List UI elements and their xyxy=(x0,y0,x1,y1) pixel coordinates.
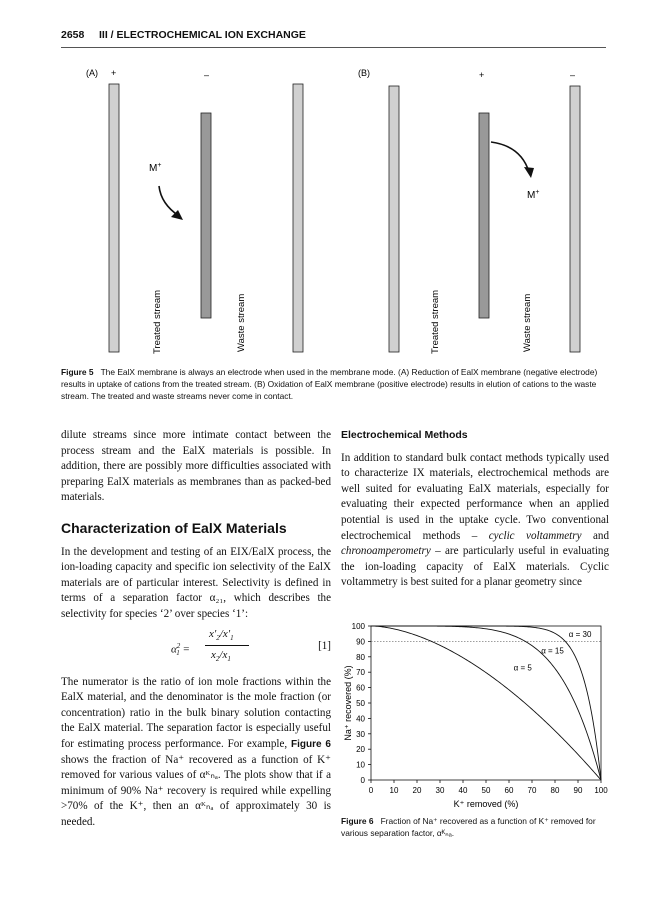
x-tick-label: 0 xyxy=(368,786,374,795)
equation-denominator: $x_2/x_1$ xyxy=(211,648,231,663)
panel-b-arrow xyxy=(491,142,529,172)
figure-5-caption-label: Figure 5 xyxy=(61,367,94,377)
x-tick-label: 90 xyxy=(573,786,583,795)
x-tick-label: 100 xyxy=(594,786,608,795)
y-tick-label: 30 xyxy=(356,729,365,739)
x-tick-label: 70 xyxy=(527,786,537,795)
subsection-heading: Electrochemical Methods xyxy=(341,429,468,441)
plot-frame xyxy=(371,626,601,780)
panel-b-ion-label: M+ xyxy=(527,189,540,201)
y-tick-label: 80 xyxy=(356,652,365,662)
left-para-1: dilute streams since more intimate contact between the process stream and the EalX materials is possible. In addition, there are possibly more difficulties associated with preparing EalX materials as membranes than as packed-bed materials. xyxy=(61,429,331,504)
y-tick-label: 70 xyxy=(356,668,365,678)
panel-b-membrane xyxy=(479,113,489,318)
left-para-3: The numerator is the ratio of ion mole fractions within the EalX material, and the denominator is the mole fraction (or concentration) ratio in the bulk binary solution contacting the EalX material. The separation factor is especially useful for estimating process performance. For example, Figure 6 shows the fraction of Na⁺ recovered as a function of K⁺ removed for various values of αᴷₙₐ. The plots show that if a minimum of 90% Na⁺ recovery is required while expelling >70% of the K⁺, then an αᴷₙₐ of approximately 30 is needed. xyxy=(61,675,331,828)
panel-a-arrow xyxy=(159,186,179,216)
panel-b-left-electrode xyxy=(389,86,399,352)
panel-b-label: (B) xyxy=(358,68,370,78)
series-label-alpha-15: α = 15 xyxy=(541,646,564,656)
panel-b-treated-stream: Treated stream xyxy=(430,289,441,354)
y-tick-label: 100 xyxy=(351,622,365,631)
panel-a-label: (A) xyxy=(86,68,98,78)
chart-marks xyxy=(371,626,601,780)
right-column xyxy=(341,428,609,591)
equation-numerator: $x'_2/x'_1$ xyxy=(209,627,234,642)
running-title: III / ELECTROCHEMICAL ION EXCHANGE xyxy=(99,29,306,41)
equation-lhs: $\alpha^2_1$ = xyxy=(171,641,190,658)
x-tick-label: 20 xyxy=(412,786,422,795)
series-label-alpha-30: α = 30 xyxy=(568,629,592,639)
y-tick-label: 60 xyxy=(356,683,365,693)
series-label-alpha-5: α = 5 xyxy=(513,663,532,673)
equation-fraction-bar xyxy=(205,645,249,646)
figure-6-caption xyxy=(341,815,609,839)
y-tick-label: 50 xyxy=(356,699,365,708)
panel-a-treated-stream: Treated stream xyxy=(152,289,163,354)
figure-5-caption-text: The EalX membrane is always an electrode when used in the membrane mode. (A) Reduction of EalX membrane (negative electrode) results in uptake of cations from the treated stream. (B) Oxidation of EalX membrane (positive electrode) results in elution of cations to the waste stream. The treated and waste streams never come in contact. xyxy=(61,367,598,402)
figure-6-caption-label: Figure 6 xyxy=(341,816,374,826)
y-tick-label: 10 xyxy=(356,760,365,770)
chart-axes xyxy=(352,622,609,795)
panel-a-ion-label: M+ xyxy=(149,162,162,174)
equation-1 xyxy=(61,623,331,667)
right-para-1: In addition to standard bulk contact methods typically used to characterize IX materials, electrochemical methods are well suited for evaluating EalX materials, especially for evaluating their expected performance when an applied potential is used in the uptake cycle. Two conventional electrochemical methods – cyclic voltammetry and chronoamperometry – are particularly useful in evaluating the ion-loading capacity of EalX materials. Cyclic voltammetry is best suited for a planar geometry since xyxy=(341,451,609,589)
page-number: 2658 xyxy=(61,29,85,41)
y-tick-label: 90 xyxy=(356,637,365,647)
panel-b-minus: – xyxy=(570,70,576,80)
x-tick-label: 40 xyxy=(458,786,468,795)
figure-6-chart xyxy=(341,622,609,812)
panel-a-right-electrode xyxy=(293,84,303,352)
panel-a-membrane xyxy=(201,113,211,318)
y-tick-label: 40 xyxy=(356,714,365,724)
panel-a-left-electrode xyxy=(109,84,119,352)
series-line-alpha-30 xyxy=(371,626,601,780)
panel-b-waste-stream: Waste stream xyxy=(522,293,533,352)
running-header xyxy=(61,24,606,48)
section-heading: Characterization of EalX Materials xyxy=(61,519,287,536)
x-tick-label: 60 xyxy=(504,786,514,795)
figure-5 xyxy=(61,64,606,360)
y-tick-label: 20 xyxy=(356,745,365,755)
y-axis-label: Na⁺ recovered (%) xyxy=(343,665,353,741)
series-line-alpha-5 xyxy=(371,626,601,780)
panel-b-plus: + xyxy=(479,70,485,80)
panel-a-plus: + xyxy=(111,68,117,78)
panel-a-minus: – xyxy=(204,70,210,80)
figure-5-caption xyxy=(61,366,606,403)
x-tick-label: 10 xyxy=(389,786,399,795)
x-axis-label: K⁺ removed (%) xyxy=(453,799,519,809)
series-line-alpha-15 xyxy=(371,626,601,780)
left-para-2: In the development and testing of an EIX/EalX process, the ion-loading capacity and specific ion selectivity of the EalX materials are of particular interest. Selectivity is defined in terms of a separation factor α₂₁, which describes the selectivity for species ‘2’ over species ‘1’: xyxy=(61,545,331,620)
x-tick-label: 30 xyxy=(435,786,445,795)
left-column xyxy=(61,428,331,830)
panel-b-right-electrode xyxy=(570,86,580,352)
equation-number: [1] xyxy=(318,639,331,652)
panel-a-waste-stream: Waste stream xyxy=(236,293,247,352)
y-tick-label: 0 xyxy=(360,776,365,785)
figure-6-reference[interactable]: Figure 6 xyxy=(291,738,331,750)
x-tick-label: 50 xyxy=(481,786,491,795)
x-tick-label: 80 xyxy=(550,786,560,795)
figure-6-caption-text: Fraction of Na⁺ recovered as a function of K⁺ removed for various separation factor, αᴷₙₐ. xyxy=(341,816,596,839)
panel-b-arrowhead xyxy=(524,167,534,178)
